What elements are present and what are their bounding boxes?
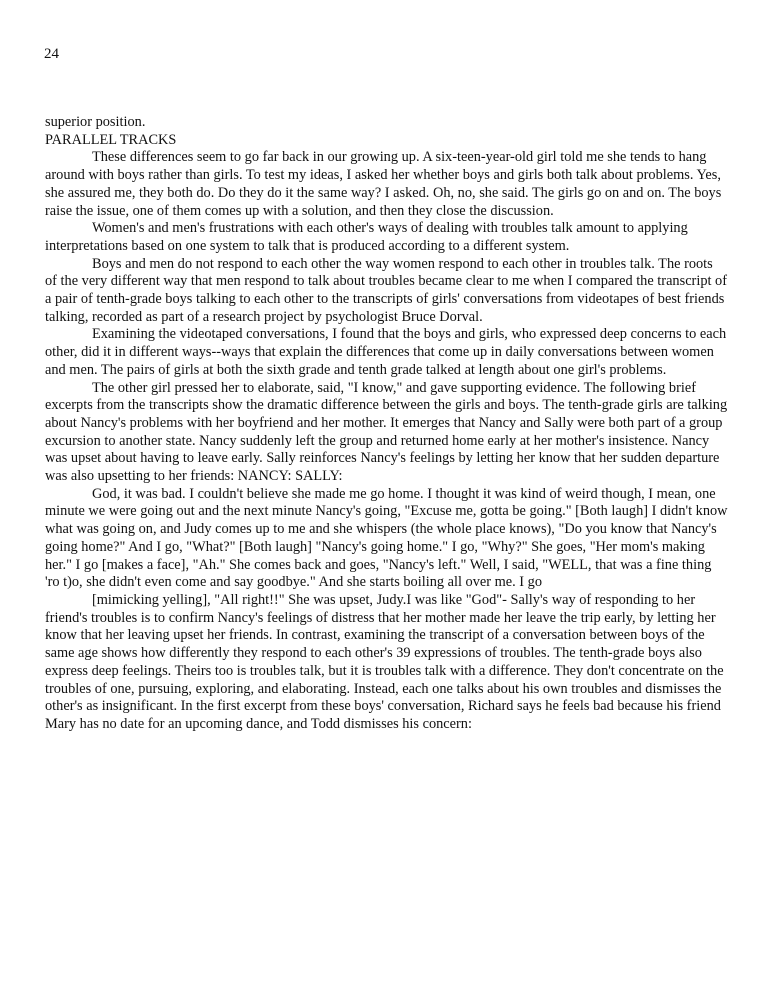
paragraph: These differences seem to go far back in our growing up. A six-teen-year-old girl told me she tends to hang around with boys rather than girls. To test my ideas, I asked her whether boys and girls both talk about problems. Yes, she assured me, they both do. Do they do it the same way? I asked. Oh, no, she said. The girls go on and on. The boys raise the issue, one of them comes up with a solution, and then they close the discussion. bbox=[45, 149, 722, 219]
page-number: 24 bbox=[44, 46, 59, 62]
body-text bbox=[45, 114, 728, 734]
paragraph: Boys and men do not respond to each other the way women respond to each other in troubles talk. The roots of the very different way that men respond to talk about troubles became clear to me when I compared the transcript of a pair of tenth-grade boys talking to each other to the transcripts of girls' conversations from videotapes of best friends talking, recorded as part of a research project by psychologist Bruce Dorval. bbox=[45, 255, 728, 325]
paragraph: [mimicking yelling], "All right!!" She was upset, Judy.I was like "God"- Sally's way of responding to her friend's troubles is to confirm Nancy's feelings of distress that her mother made her leave the trip early, by letting her know that her leaving upset her friends. In contrast, examining the transcript of a conversation between boys of the same age shows how differently they respond to each other's 39 expressions of troubles. The tenth-grade boys also express deep feelings. Theirs too is troubles talk, but it is troubles talk with a difference. They don't concentrate on the troubles of one, pursuing, exploring, and elaborating. Instead, each one talks about his own troubles and dismisses the other's as insignificant. In the first excerpt from these boys' conversation, Richard says he feels bad because his friend Mary has no date for an upcoming dance, and Todd dismisses his concern: bbox=[45, 591, 724, 732]
paragraph: God, it was bad. I couldn't believe she made me go home. I thought it was kind of weird though, I mean, one minute we were going out and the next minute Nancy's going, "Excuse me, gotta be going." [Both laugh] I didn't know what was going on, and Judy comes up to me and she whispers (the whole place knows), "Do you know that Nancy's going home?" And I go, "What?" [Both laugh] "Nancy's going home." I go, "Why?" She goes, "Her mom's making her." I go [makes a face], "Ah." She comes back and goes, "Nancy's left." Well, I said, "WELL, that was a fine thing 'ro t)o, she didn't even come and say goodbye." And she starts boiling all over me. I go bbox=[45, 485, 728, 591]
paragraph: Women's and men's frustrations with each other's ways of dealing with troubles talk amount to applying interpretations based on one system to talk that is produced according to a different system. bbox=[45, 220, 688, 254]
section-heading: PARALLEL TRACKS bbox=[45, 131, 177, 148]
paragraph-continuation: superior position. bbox=[45, 114, 146, 130]
paragraph: Examining the videotaped conversations, I found that the boys and girls, who expressed deep concerns to each other, did it in different ways--ways that explain the differences that come up in daily conversations between women and men. The pairs of girls at both the sixth grade and tenth grade talked at length about one girl's problems. bbox=[45, 326, 727, 378]
paragraph: The other girl pressed her to elaborate, said, "I know," and gave supporting evidence. The following brief excerpts from the transcripts show the dramatic difference between the girls and boys. The tenth-grade girls are talking about Nancy's problems with her boyfriend and her mother. It emerges that Nancy and Sally were both part of a group excursion to another state. Nancy suddenly left the group and returned home early at her mother's insistence. Nancy was upset about having to leave early. Sally reinforces Nancy's feelings by letting her know that her sudden departure was also upsetting to her friends: NANCY: SALLY: bbox=[45, 379, 728, 485]
